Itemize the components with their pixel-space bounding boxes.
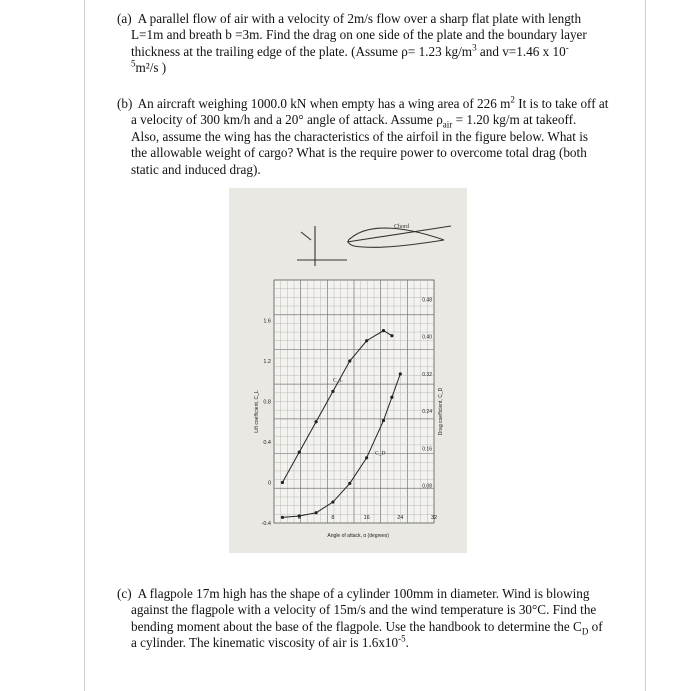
series-point-cl <box>348 359 351 362</box>
cd-series-label: C_D <box>375 450 386 457</box>
question-c <box>117 586 622 652</box>
question-a-line2: L=1m and breath b =3m. Find the drag on one side of the plate and the boundary layer <box>131 27 587 43</box>
question-b: (b) An aircraft weighing 1000.0 kN when empty has a wing area of 226 $m^2$ It is to take off at a velocity of 300 km/h and a 20° angle of attack. Assume $\rho_{air} = 1.20$ kg/m at takeoff. Also, assume the wing has the characteristics of the airfoil in the figure below. What is the allowable weight of cargo? What is the require power to overcome total drag (both static and induced drag). <box>117 96 622 178</box>
series-point-cd <box>390 396 393 399</box>
right-axis-title: Drag coefficient, C_D <box>438 387 444 436</box>
series-point-cl <box>390 334 393 337</box>
question-a-line4: $^5$m²/s ) <box>131 58 167 76</box>
x-axis-title: Angle of attack, α (degrees) <box>327 533 389 539</box>
series-point-cl <box>331 390 334 393</box>
right-tick-label: 0.24 <box>422 409 432 416</box>
series-point-cd <box>365 456 368 459</box>
chord-label: Chord <box>394 224 409 230</box>
question-c-line2: against the flagpole with a velocity of 15m/s and the wind temperature is 30°C. Find the <box>131 602 597 618</box>
left-tick-label: 1.2 <box>263 359 271 365</box>
right-tick-label: 0.48 <box>422 297 432 304</box>
question-c-line1: A flagpole 17m high has the shape of a cylinder 100mm in diameter. Wind is blowing <box>137 586 590 601</box>
question-c-line4: a cylinder. The kinematic viscosity of air is $1.6x10^{-5}$. <box>131 633 409 651</box>
right-tick-label: 0.32 <box>422 371 432 378</box>
x-tick-label: 0 <box>297 515 301 521</box>
question-b-line2: a velocity of 300 km/h and a 20° angle of attack. Assume $\rho_{air} = 1.20$ kg/m at takeoff. <box>131 112 577 131</box>
airfoil-chart <box>229 188 467 553</box>
series-point-cd <box>315 511 318 514</box>
x-tick-label: 8 <box>331 515 335 521</box>
left-tick-label: 0.8 <box>263 399 271 406</box>
question-b-line4: the allowable weight of cargo? What is the require power to overcome total drag (both <box>131 145 587 161</box>
series-point-cl <box>315 420 318 423</box>
series-point-cd <box>348 482 351 485</box>
left-tick-label: 0 <box>267 480 271 487</box>
question-a-line1: A parallel flow of air with a velocity of 2m/s flow over a sharp flat plate with length <box>137 11 582 26</box>
x-tick-label: 24 <box>397 515 404 521</box>
airfoil-sketch <box>297 226 451 266</box>
series-point-cd <box>399 372 402 375</box>
series-point-cd <box>331 500 334 503</box>
series-point-cl <box>382 329 385 332</box>
left-tick-label: -0.4 <box>261 521 271 527</box>
right-tick-label: 0.16 <box>422 446 432 453</box>
x-tick-label: 16 <box>363 515 370 521</box>
question-c-label: (c) <box>117 586 132 601</box>
series-point-cd <box>382 419 385 422</box>
cl-series-label: C_L <box>332 377 343 384</box>
question-b-label: (b) <box>117 96 133 111</box>
x-tick-label: 32 <box>430 515 438 521</box>
left-axis-title: Lift coefficient, C_L <box>254 390 260 433</box>
question-b-line5: static and induced drag). <box>131 161 261 177</box>
series-point-cl <box>298 451 301 454</box>
airfoil-shape <box>348 228 444 247</box>
series-point-cl <box>281 481 284 484</box>
right-tick-label: 0.08 <box>422 483 432 490</box>
series-point-cd <box>281 516 284 519</box>
question-a-label: (a) <box>117 11 132 26</box>
right-tick-label: 0.40 <box>422 334 432 341</box>
flow-arrow <box>301 232 311 240</box>
airfoil-figure <box>229 188 467 553</box>
left-tick-label: 0.4 <box>263 440 271 446</box>
question-a <box>117 11 622 77</box>
question-a-line3: thickness at the trailing edge of the plate. (Assume ρ= 1.23 $kg/m^3$ and v=1.46 x 10- <box>131 42 569 59</box>
series-point-cl <box>365 339 368 342</box>
left-tick-label: 1.6 <box>263 318 271 325</box>
question-c-line3: bending moment about the base of the flagpole. Use the handbook to determine the $C_D$ of <box>131 618 603 637</box>
question-b-line3: Also, assume the wing has the characteristics of the airfoil in the figure below. What is <box>131 128 589 144</box>
